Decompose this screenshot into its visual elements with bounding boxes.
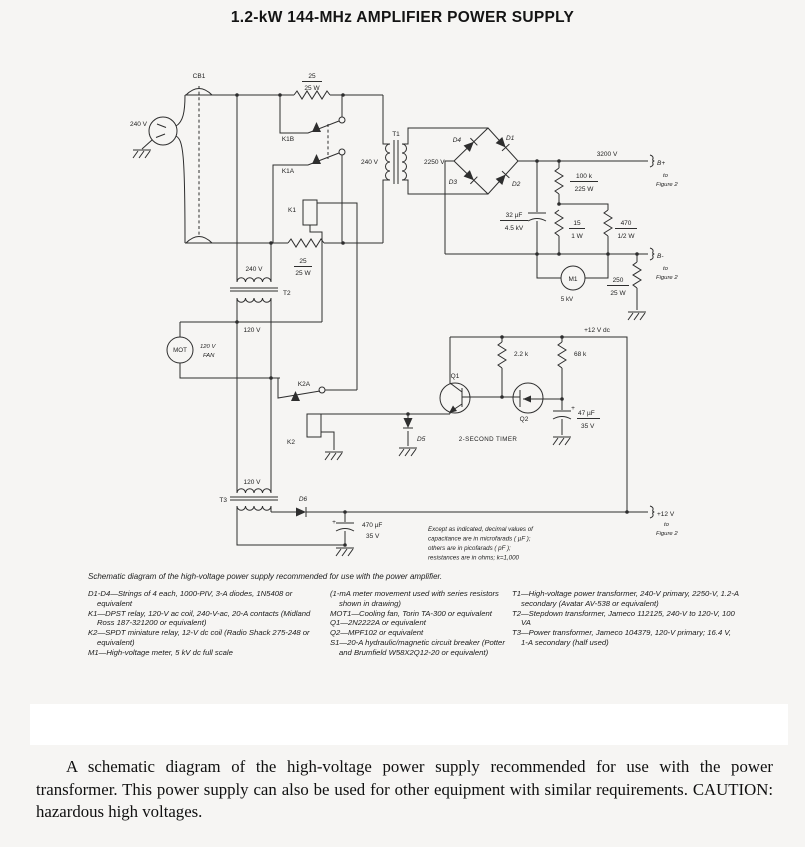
parts-entry: M1—High-voltage meter, 5 kV dc full scale [88,647,233,657]
label-c3-value: 470 µF [362,522,383,529]
b-plus-rail [518,151,678,188]
label-d1: D1 [506,135,515,142]
label-m1-scale: 5 kV [560,296,574,303]
label-d2: D2 [512,181,521,188]
label-cb1: CB1 [192,73,206,80]
label-k2a: K2A [297,381,311,388]
meter-m1 [537,254,608,303]
parts-entry: T3—Power transformer, Jameco 104379, 120-V primary; 16.4 V, 1-A secondary (half used) [512,628,732,647]
parts-entry: Q1—2N2222A or equivalent [330,618,426,628]
capacitor-470uf [332,512,382,556]
transformer-t1 [361,95,488,243]
resistor-68k [558,337,587,399]
capacitor-32uf [500,161,546,254]
label-c3-polarity: + [332,519,336,526]
body-paragraph: A schematic diagram of the high-voltage power supply recommended for use with the power transformer. This power supply can also be used for other equipment with similar requirements. CAUTION: hazardous high voltages. [36,757,773,821]
label-12v-out: +12 V [657,511,675,518]
diode-d5 [399,414,426,456]
parts-entry: MOT1—Cooling fan, Torin TA-300 or equivalent [330,608,492,618]
label-to-a: to [663,173,668,179]
relay-contact-k1b [280,95,345,143]
label-t2-primary: 240 V [245,266,263,273]
label-r2-wattage: 25 W [295,270,311,277]
parts-entry: K1—DPST relay, 120-V ac coil, 240-V-ac, 20-A contacts (Midland Ross 187-321200 or equivalent) [88,608,311,628]
bridge-rectifier [445,128,521,254]
circuit-breaker-cb1 [186,73,212,243]
transistor-q1 [440,337,470,414]
page-title: 1.2-kW 144-MHz AMPLIFIER POWER SUPPLY [230,9,575,26]
label-r1-wattage: 25 W [304,85,320,92]
label-m1: M1 [568,276,578,283]
label-r3-value: 100 k [576,173,592,180]
label-b-minus: B- [657,253,664,260]
label-d6: D6 [298,496,308,503]
label-b-plus: B+ [657,160,666,167]
label-mains-voltage: 240 V [130,121,147,128]
parts-entry: D1-D4—Strings of 4 each, 1000-PIV, 3-A diodes, 1N5408 or equivalent [88,589,293,608]
label-t2-secondary: 120 V [243,327,261,334]
label-r7-value: 2.2 k [514,351,529,358]
label-c2-value: 47 µF [578,410,595,417]
label-hv-output: 3200 V [596,151,618,158]
fan-motor-mot1 [167,322,280,380]
wire-120v-line [180,320,322,324]
label-r5-value: 470 [620,220,632,227]
diode-d6 [271,496,648,517]
label-r4-wattage: 1 W [571,233,583,240]
label-figure2-a: Figure 2 [656,182,678,188]
label-c1-value: 32 µF [505,212,523,219]
note-line-1: Except as indicated, decimal values of [428,526,533,533]
label-q2: Q2 [519,416,529,423]
label-figure2-b: Figure 2 [656,275,678,281]
label-12vdc-rail: +12 V dc [584,327,610,334]
label-t3: T3 [219,497,227,504]
parts-entry: (1-mA meter movement used with series resistors shown in drawing) [330,589,499,608]
units-note [428,526,534,562]
label-k2: K2 [287,439,295,446]
label-r6-value: 250 [612,277,624,284]
label-mot: MOT [173,347,187,354]
label-q1: Q1 [450,373,460,380]
label-d4: D4 [452,137,461,144]
parts-entry: Q2—MPF102 or equivalent [330,628,424,638]
note-line-2: capacitance are in microfarads ( µF ); [428,535,531,543]
label-to-b: to [663,266,668,272]
resistor-250 [607,254,646,320]
label-r5-wattage: 1/2 W [617,233,635,240]
label-c2-voltage: 35 V [581,423,595,430]
relay-coil-k2 [287,414,343,460]
label-to-c: to [664,522,669,528]
label-r8-value: 68 k [574,351,587,358]
relay-contact-k2a [278,378,357,401]
label-r3-wattage: 225 W [574,186,594,193]
label-r2-value: 25 [299,258,307,265]
blank-white-band [30,704,788,745]
label-k1a: K1A [281,168,295,175]
b-minus-rail [445,248,678,281]
resistor-2k2 [498,337,529,397]
parts-entry: K2—SPDT miniature relay, 12-V dc coil (Radio Shack 275-248 or equivalent) [88,628,310,647]
label-t1: T1 [392,131,400,138]
note-line-4: resistances are in ohms; k=1,000 [428,554,519,562]
parts-list-column-3 [512,589,740,648]
note-line-3: others are in picofarads ( pF ); [428,545,511,552]
label-r4-value: 15 [573,220,581,227]
label-t2: T2 [283,290,291,297]
schematic-caption: Schematic diagram of the high-voltage power supply recommended for use with the power amplifier. [88,572,443,581]
label-r1-value: 25 [308,73,316,80]
capacitor-47uf [553,399,600,445]
parts-list-column-1 [88,589,322,658]
label-c1-voltage: 4.5 kV [504,225,524,232]
wire-bottom-rail [185,239,383,277]
label-k1: K1 [288,207,296,214]
relay-coil-k1 [288,200,357,390]
ac-plug-icon [130,95,185,243]
label-k1b: K1B [281,136,295,143]
label-t1-primary: 240 V [361,159,378,166]
resistor-100k [555,161,637,254]
wire-top-rail [185,73,383,99]
parts-entry: S1—20-A hydraulic/magnetic circuit breaker (Potter and Brumfield W58X2Q12-20 or equivalent) [330,637,505,657]
label-t3-primary: 120 V [243,479,261,486]
label-r6-wattage: 25 W [610,290,626,297]
transistor-q2 [462,383,564,423]
parts-entry: T2—Stepdown transformer, Jameco 112125, 240-V to 120-V, 100 VA [512,608,735,628]
label-t1-secondary: 2250 V [424,159,445,166]
output-12v [650,506,678,537]
label-figure2-c: Figure 2 [656,531,678,537]
label-d5: D5 [417,436,426,443]
label-fan: FAN [203,353,215,359]
schematic-diagram [0,60,805,565]
parts-entry: T1—High-voltage power transformer, 240-V primary, 2250-V, 1.2-A secondary (Avatar AV-538 or equivalent) [512,589,739,608]
label-d3: D3 [448,179,457,186]
label-c2-polarity: + [571,405,575,412]
wire-k2-drive [321,412,450,416]
label-timer: 2-SECOND TIMER [458,436,518,443]
label-c3-voltage: 35 V [366,533,380,540]
label-fan-voltage: 120 V [200,344,216,350]
parts-list-column-2 [330,589,512,658]
rail-12vdc [450,327,627,512]
